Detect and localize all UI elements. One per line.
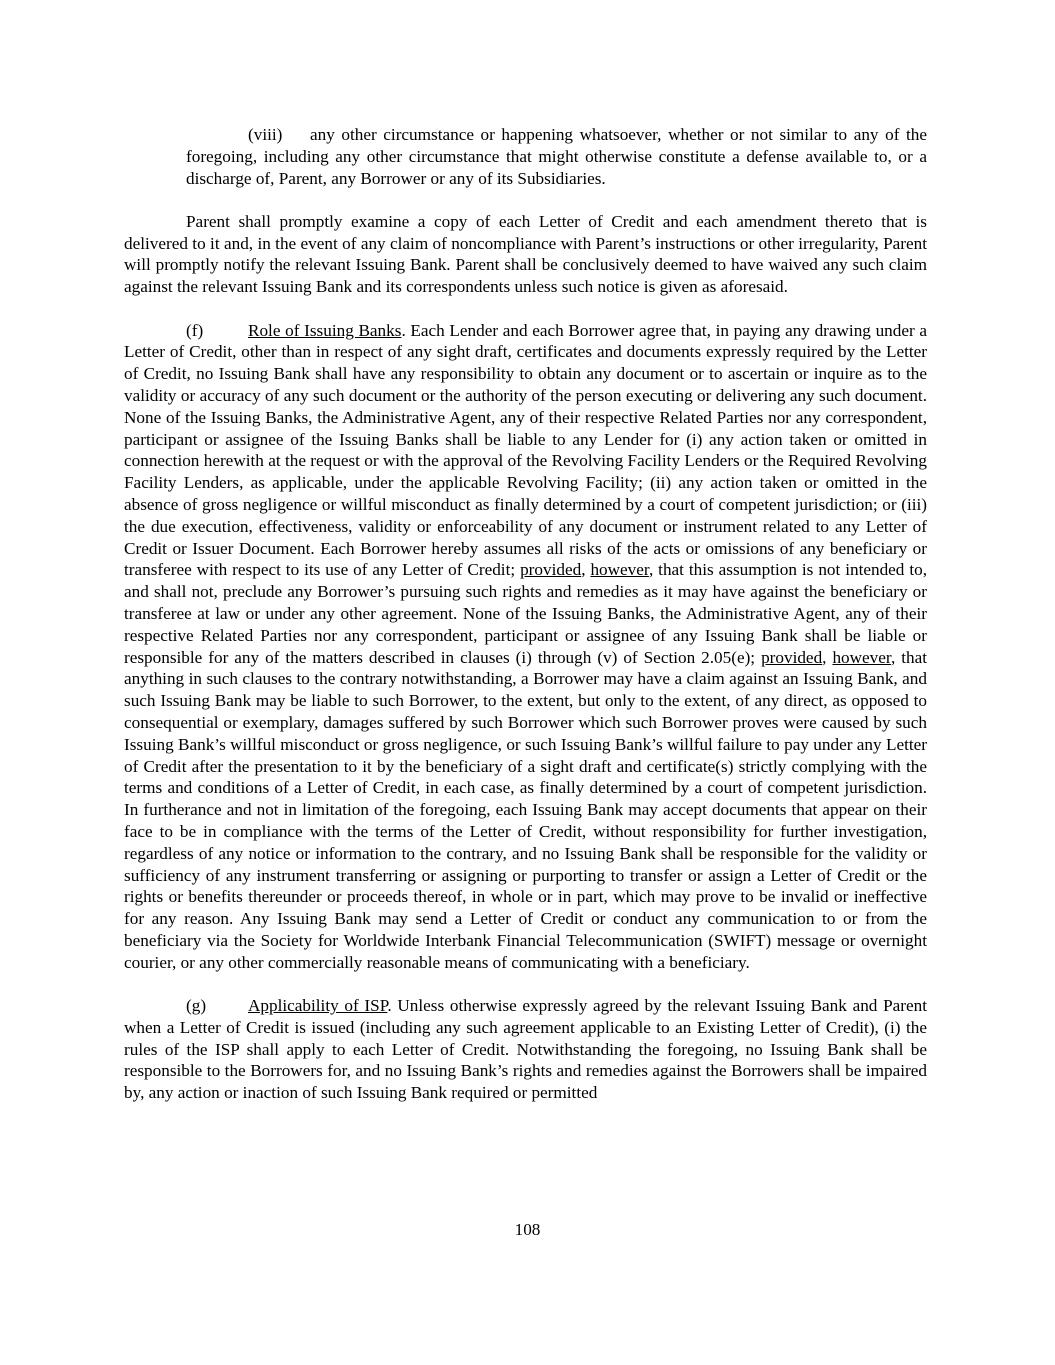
comma-separator-2: , <box>822 647 833 667</box>
however-term-1: however <box>590 560 649 580</box>
section-f-text-3: , that anything in such clauses to the contrary notwithstanding, a Borrower may have a claim against an Issuing Bank, and such Issuing Bank may be liable to such Borrower, to the extent, but only to the extent, of any direct, as opposed to consequential or exemplary, damages suffered by such Borrower which such Borrower proves were caused by such Issuing Bank’s willful misconduct or gross negligence, or such Issuing Bank’s willful failure to pay under any Letter of Credit after the presentation to it by the beneficiary of a sight draft and certificate(s) strictly complying with the terms and conditions of a Letter of Credit, in each case, as finally determined by a court of competent jurisdiction. In furtherance and not in limitation of the foregoing, each Issuing Bank may accept documents that appear on their face to be in compliance with the terms of the Letter of Credit, without responsibility for further investigation, regardless of any notice or information to the contrary, and no Issuing Bank shall be responsible for the validity or sufficiency of any instrument transferring or assigning or purporting to transfer or assign a Letter of Credit or the rights or benefits thereunder or proceeds thereof, in whole or in part, which may prove to be invalid or ineffective for any reason. Any Issuing Bank may send a Letter of Credit or conduct any communication to or from the beneficiary via the Society for Worldwide Interbank Financial Telecommunication (SWIFT) message or overnight courier, or any other commercially reasonable means of communicating with a beneficiary. <box>124 647 927 972</box>
parent-examination-text: Parent shall promptly examine a copy of each Letter of Credit and each amendment thereto that is delivered to it and, in the event of any claim of noncompliance with Parent’s instructions or other irregularity, Parent will promptly notify the relevant Issuing Bank. Parent shall be conclusively deemed to have waived any such claim against the relevant Issuing Bank and its correspondents unless such notice is given as aforesaid. <box>124 211 927 297</box>
section-g-paragraph <box>124 995 927 1104</box>
clause-viii-marker: (viii) <box>248 125 283 144</box>
clause-viii <box>186 124 927 189</box>
page-number: 108 <box>514 1220 541 1239</box>
section-g-heading: Applicability of ISP <box>248 995 388 1015</box>
section-f-heading: Role of Issuing Banks <box>248 320 402 340</box>
parent-examination-paragraph <box>124 211 927 298</box>
section-g-marker: (g) <box>186 995 207 1015</box>
provided-term-1: provided <box>520 560 582 580</box>
comma-separator-1: , <box>581 560 591 580</box>
document-page <box>124 124 927 1104</box>
section-g-text: . Unless otherwise expressly agreed by the relevant Issuing Bank and Parent when a Letter of Credit is issued (including any such agreement applicable to an Existing Letter of Credit), (i) the rules of the ISP shall apply to each Letter of Credit. Notwithstanding the foregoing, no Issuing Bank shall be responsible to the Borrowers for, and no Issuing Bank’s rights and remedies against the Borrowers shall be impaired by, any action or inaction of such Issuing Bank required or permitted <box>124 995 927 1103</box>
section-f-paragraph <box>124 320 927 974</box>
section-f-marker: (f) <box>186 320 204 340</box>
provided-term-2: provided <box>761 647 823 667</box>
clause-viii-text: any other circumstance or happening whatsoever, whether or not similar to any of the foregoing, including any other circumstance that might otherwise constitute a defense available to, or a discharge of, Parent, any Borrower or any of its Subsidiaries. <box>186 125 927 188</box>
section-f-text-2: , that this assumption is not intended to, and shall not, preclude any Borrower’s pursuing such rights and remedies as it may have against the beneficiary or transferee at law or under any other agreement. None of the Issuing Banks, the Administrative Agent, any of their respective Related Parties nor any correspondent, participant or assignee of any Issuing Bank shall be liable or responsible for any of the matters described in clauses (i) through (v) of Section 2.05(e); <box>124 560 928 667</box>
however-term-2: however <box>832 647 891 667</box>
section-f-text-1: . Each Lender and each Borrower agree that, in paying any drawing under a Letter of Credit, other than in respect of any sight draft, certificates and documents expressly required by the Letter of Credit, no Issuing Bank shall have any responsibility to obtain any document or to ascertain or inquire as to the validity or accuracy of any such document or the authority of the person executing or delivering any such document. None of the Issuing Banks, the Administrative Agent, any of their respective Related Parties nor any correspondent, participant or assignee of the Issuing Banks shall be liable to any Lender for (i) any action taken or omitted in connection herewith at the request or with the approval of the Revolving Facility Lenders or the Required Revolving Facility Lenders, as applicable, under the applicable Revolving Facility; (ii) any action taken or omitted in the absence of gross negligence or willful misconduct as finally determined by a court of competent jurisdiction; or (iii) the due execution, effectiveness, validity or enforceability of any document or instrument related to any Letter of Credit or Issuer Document. Each Borrower hereby assumes all risks of the acts or omissions of any beneficiary or transferee with respect to its use of any Letter of Credit; <box>124 320 928 580</box>
